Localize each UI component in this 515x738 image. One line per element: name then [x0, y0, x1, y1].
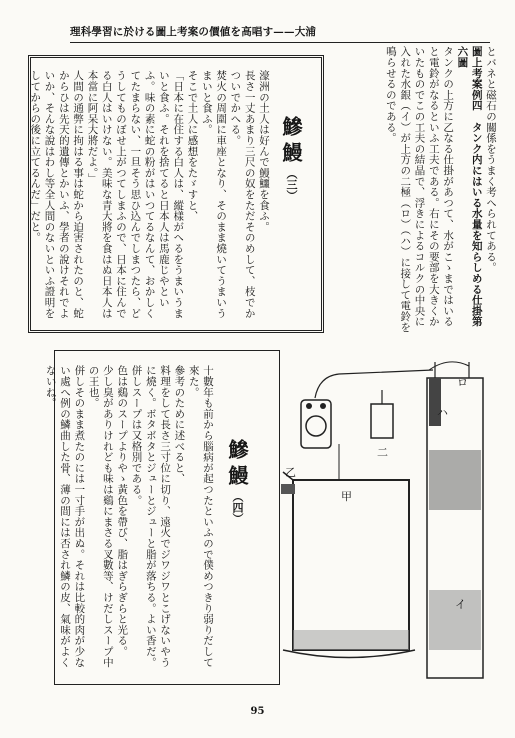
- paragraph: そこで土人に感想をたゞすと、: [186, 70, 199, 222]
- paragraph: 料理をして長さ三寸位に切り、遠火でジワジワとこげないやうに燒く。ボタボタとジューとジューと脂が落ちる。よい香だ。: [144, 365, 172, 668]
- paragraph: 色は鷄のスープよりやゝ黃色を帶び、脂はぎらぎらと光る。: [116, 365, 129, 657]
- essay-box-4: [44, 350, 280, 685]
- label-otsu: 乙: [285, 466, 296, 479]
- essay-title: [223, 439, 252, 524]
- essay-body-upper: [225, 365, 265, 435]
- paragraph: 十數年も前から腦病が起つたといふので僕めつきり弱りだして來た。: [187, 365, 214, 668]
- paragraph: タンクの上方に乙なる仕掛があつて、水がこゝまではいると電鈴がなるといふ工夫である。右にその要部を大きくかいたものでこの工夫の結晶で、浮きによるコルクの中央に入れた水銀（イ）が上方の二極（ロ）（ハ）に接して電鈴を鳴らせるのである。: [384, 46, 455, 333]
- paragraph: 參考のために述べると、: [173, 365, 186, 484]
- paragraph: 長さ一丈あまり三尺の奴をただそのめして、枝でかついでかへる。: [229, 70, 256, 319]
- terminal: [306, 403, 312, 409]
- paragraph: とバネと磁石の關係をうまく考へられてある。: [485, 46, 497, 273]
- paragraph: 濠洲の土人は好んで鰻鱷を食ふ。: [258, 70, 270, 232]
- title-number: （四）: [231, 491, 244, 524]
- title-main: 鰻: [279, 142, 303, 168]
- right-column-text: [332, 46, 498, 336]
- cork-float: [429, 450, 481, 510]
- paragraph: 「日本に在住する白人は、縱樣がへるをうまいうまいと食ふ。それを捨てると日本人は馬鹿じやといふ。味の素に蛇の粉がはいつてるなんて、おかしくてたまらない、一旦そう思ひ込んでしまつたら、どうしてものぼせ上がつてしまふので、日本に住んでる白人はいけない。美味な青大將を食はぬ日本人は本當に阿呆大將だよ。」: [86, 70, 185, 319]
- paragraph: 少し臭がありけれども味は鷄にまさる叉數等、けだしスープ中の王也。: [87, 365, 114, 668]
- water-level: [293, 630, 409, 650]
- title-number: （三）: [285, 168, 298, 201]
- label-ro: ロ: [457, 376, 468, 389]
- essay-box-3: [28, 55, 324, 333]
- terminal: [320, 403, 326, 409]
- essay-body: [29, 70, 271, 322]
- example-heading: 圖上考案例四 タンク内にはいる水量を知らしめる仕掛第六圖: [456, 46, 483, 327]
- battery-cell: [371, 404, 393, 438]
- tank-diagram: [279, 360, 487, 680]
- label-ni: 二: [377, 446, 388, 459]
- label-ko: 甲: [341, 490, 352, 503]
- bell-dome: [306, 416, 326, 436]
- paragraph: 併しスープは又格別である。: [130, 365, 143, 506]
- title-prefix: 鰺: [225, 439, 249, 465]
- running-header: 理科學習に於ける圖上考案の價値を高唱す——大浦: [70, 24, 490, 43]
- title-main: 鰻: [225, 465, 249, 491]
- paragraph: 併しそのまま煮たのには一寸手が出ぬ。それは比較的肉が少ない處へ例の鱗曲した骨、薄の間には否され鱗の皮、氣味がよくないね。: [44, 365, 86, 668]
- title-prefix: 鰺: [279, 116, 303, 142]
- label-i: イ: [455, 598, 466, 611]
- bell-wire: [315, 370, 433, 398]
- tank-base: [283, 650, 415, 658]
- label-ha: ハ: [437, 406, 448, 419]
- water-tank: [293, 480, 409, 650]
- paragraph: 焚火の周圍に車座となり、そのまま燒いてうまいうまいと食ふ。: [200, 70, 228, 319]
- tank-alarm-figure: [279, 360, 487, 680]
- paragraph: 人間の通弊に拘はる事は蛇から迫害されたのと、蛇からひは先天的遺傳とかいふ、學者の說けそれでよいか、そんな說はわし等全人間のないといふ證明をしてからの後に立てるんだ」だと。: [29, 70, 85, 319]
- page-number: 95: [250, 706, 265, 717]
- essay-body-lower: [44, 365, 215, 671]
- essay-title: [277, 116, 306, 201]
- float-device: [281, 484, 295, 494]
